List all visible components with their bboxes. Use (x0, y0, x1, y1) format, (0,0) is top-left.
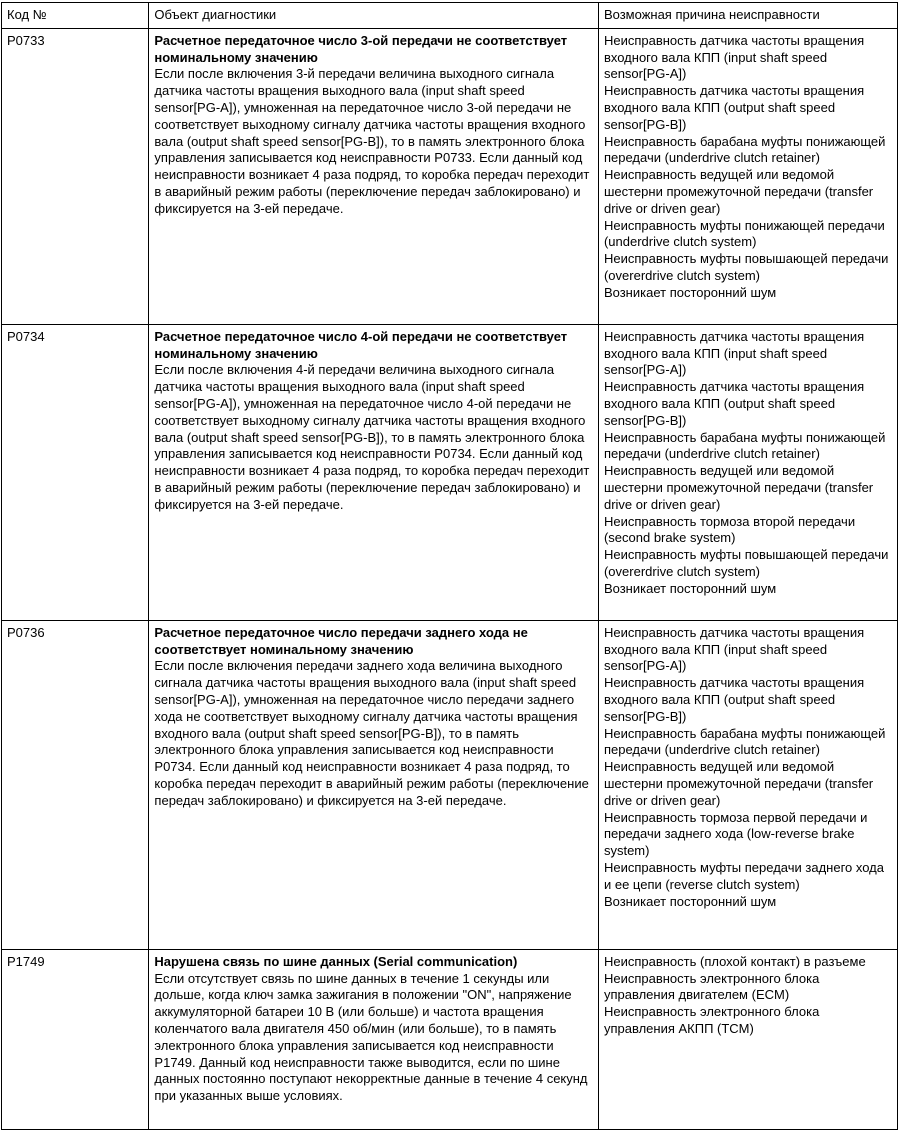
cause-item: Неисправность датчика частоты вращения входного вала КПП (input shaft speed sensor[PG-A]) (603, 328, 865, 378)
cause-item: Неисправность муфты повышающей передачи (overerdrive clutch system) (603, 547, 889, 579)
diagnostic-description: Если отсутствует связь по шине данных в течение 1 секунды или дольше, когда ключ замка зажигания в положении "ON", напряжение аккумуляторной батареи 10 В (или больше) и частота вращения коленчатого вала двигателя 450 об/мин (или больше), то в память электронного блока управления записывается код неисправности P1749. Данный код неисправности также выводится, если по шине данных постоянно поступают некорректные данные в течение 4 секунд при указанных выше условиях. (154, 970, 588, 1104)
diagnostic-title: Нарушена связь по шине данных (Serial communication) (154, 953, 518, 969)
cause-item: Возникает посторонний шум (603, 580, 777, 596)
diagnostic-title: Расчетное передаточное число 4-ой передачи не соответствует номинальному значению (154, 328, 568, 361)
table-row (2, 28, 898, 324)
header-object: Объект диагностики (149, 3, 599, 29)
cause-item: Неисправность ведущей или ведомой шестерни промежуточной передачи (transfer drive or driven gear) (603, 463, 874, 512)
cause-item: Неисправность электронного блока управления АКПП (TCM) (603, 1004, 820, 1036)
header-cause: Возможная причина неисправности (598, 3, 897, 29)
diagnostic-description: Если после включения передачи заднего хода величина выходного сигнала датчика частоты вращения выходного вала (input shaft speed sensor[PG-A]), умноженная на передаточное число передачи заднего хода не соответствует выходному сигналу датчика частоты вращения входного вала (output shaft speed sensor[PG-B]), то в память электронного блока управления записывается код неисправности P0734. Если данный код неисправности возникает 4 раза подряд, то коробка передач переходит в аварийный режим работы (переключение передач заблокировано) и фиксируется на 3-ей передаче. (154, 658, 589, 808)
cause-item: Неисправность барабана муфты понижающей передачи (underdrive clutch retainer) (603, 133, 886, 166)
table-row (2, 620, 898, 949)
diagnostic-object-cell (149, 28, 599, 324)
cause-item: Неисправность датчика частоты вращения входного вала КПП (output shaft speed sensor[PG-B]) (603, 83, 865, 132)
cause-item: Неисправность тормоза первой передачи и передачи заднего хода (low-reverse brake system) (603, 809, 868, 859)
cause-item: Неисправность барабана муфты понижающей передачи (underdrive clutch retainer) (603, 725, 886, 758)
cause-item: Неисправность ведущей или ведомой шестерни промежуточной передачи (transfer drive or driven gear) (603, 759, 874, 808)
cause-item: Неисправность тормоза второй передачи (second brake system) (603, 513, 856, 546)
cause-item: Возникает посторонний шум (603, 893, 777, 909)
diagnostic-description: Если после включения 4-й передачи величина выходного сигнала датчика частоты вращения выходного вала (input shaft speed sensor[PG-A]), умноженная на передаточное число 4-ой передачи не соответствует выходному сигналу датчика частоты вращения входного вала (output shaft speed sensor[PG-B]), то в память электронного блока управления записывается код неисправности P0734. Если данный код неисправности возникает 4 раза подряд, то коробка передач переходит в аварийный режим работы (переключение передач заблокировано) и фиксируется на 3-ей передаче. (154, 362, 590, 512)
diagnostic-object-cell (149, 949, 599, 1129)
diagnostic-title: Расчетное передаточное число 3-ой передачи не соответствует номинальному значению (154, 32, 568, 65)
diagnostic-title: Расчетное передаточное число передачи заднего хода не соответствует номинальному значению (154, 624, 528, 657)
cause-item: Неисправность датчика частоты вращения входного вала КПП (output shaft speed sensor[PG-B]) (603, 675, 865, 724)
fault-code: P0734 (2, 324, 149, 620)
header-code: Код № (2, 3, 149, 29)
diagnostic-object-cell (149, 324, 599, 620)
table-row (2, 324, 898, 620)
possible-causes-cell (598, 949, 897, 1129)
cause-item: Неисправность датчика частоты вращения входного вала КПП (output shaft speed sensor[PG-B]) (603, 379, 865, 428)
possible-causes-cell (598, 324, 897, 620)
fault-code: P1749 (2, 949, 149, 1129)
possible-causes-cell (598, 28, 897, 324)
cause-item: Неисправность (плохой контакт) в разъеме (603, 953, 866, 969)
diagnostic-description: Если после включения 3-й передачи величина выходного сигнала датчика частоты вращения выходного вала (input shaft speed sensor[PG-A]), умноженная на передаточное число 3-ой передачи не соответствует выходному сигналу датчика частоты вращения входного вала (output shaft speed sensor[PG-B]), то в память электронного блока управления записывается код неисправности P0733. Если данный код неисправности возникает 4 раза подряд, то коробка передач переходит в аварийный режим работы (переключение передач заблокировано) и фиксируется на 3-ей передаче. (154, 66, 590, 216)
cause-item: Неисправность муфты понижающей передачи (underdrive clutch system) (603, 217, 885, 250)
diagnostic-codes-table (1, 2, 898, 1130)
table-header-row (2, 3, 898, 29)
cause-item: Неисправность ведущей или ведомой шестерни промежуточной передачи (transfer drive or driven gear) (603, 167, 874, 216)
cause-item: Неисправность муфты передачи заднего хода и ее цепи (reverse clutch system) (603, 859, 884, 892)
cause-item: Неисправность датчика частоты вращения входного вала КПП (input shaft speed sensor[PG-A]) (603, 32, 865, 82)
fault-code: P0736 (2, 620, 149, 949)
cause-item: Возникает посторонний шум (603, 284, 777, 300)
table-row (2, 949, 898, 1129)
cause-item: Неисправность барабана муфты понижающей передачи (underdrive clutch retainer) (603, 429, 886, 462)
cause-item: Неисправность муфты повышающей передачи (overerdrive clutch system) (603, 251, 889, 283)
fault-code: P0733 (2, 28, 149, 324)
diagnostic-object-cell (149, 620, 599, 949)
cause-item: Неисправность датчика частоты вращения входного вала КПП (input shaft speed sensor[PG-A]) (603, 624, 865, 674)
cause-item: Неисправность электронного блока управления двигателем (ECM) (603, 970, 820, 1003)
possible-causes-cell (598, 620, 897, 949)
